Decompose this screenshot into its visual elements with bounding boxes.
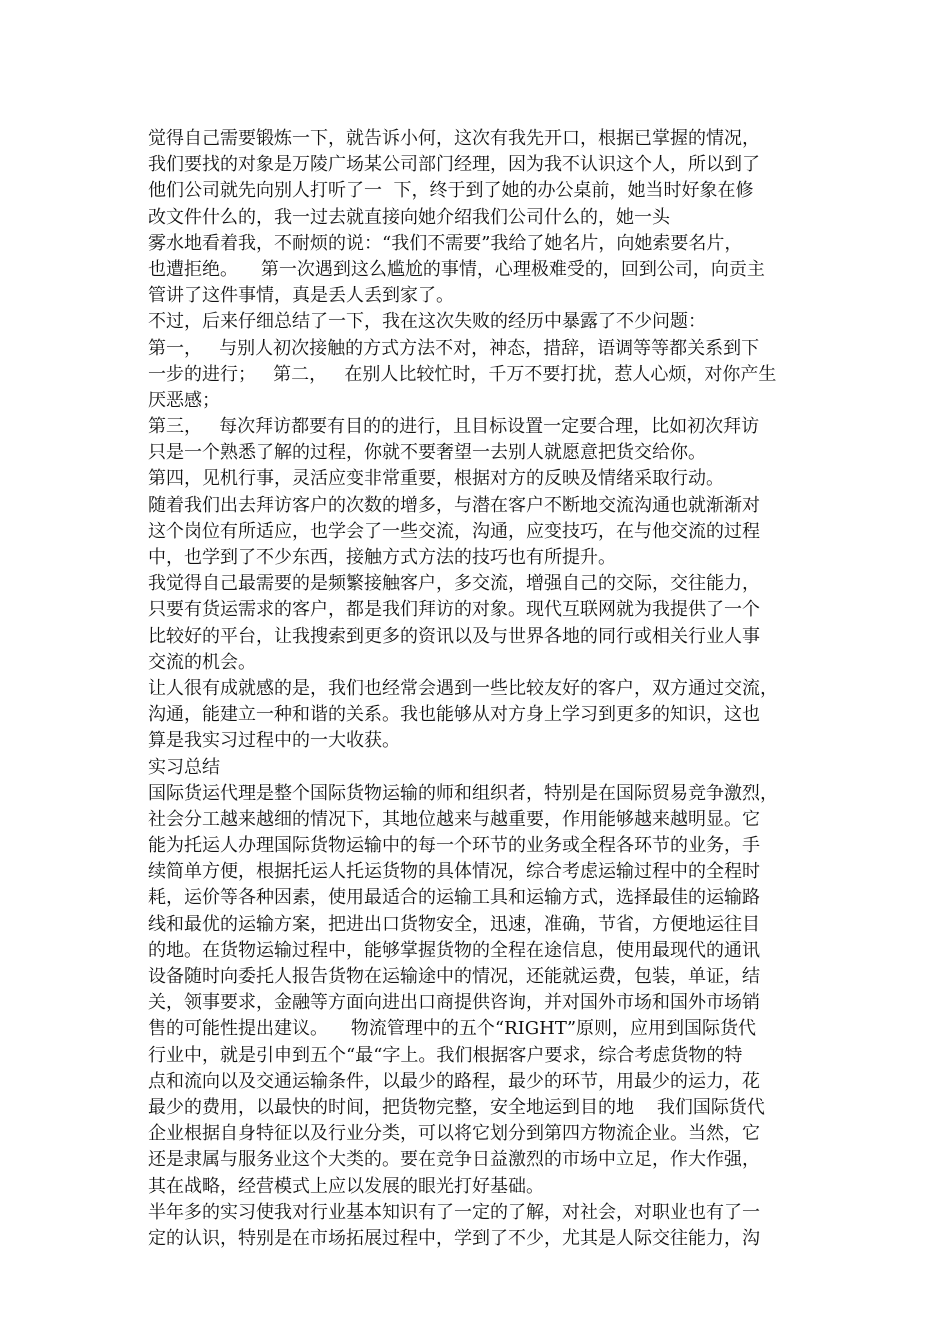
text-line: 实习总结 xyxy=(148,756,220,778)
text-line: 他们公司就先向别人打听了一 下，终于到了她的办公桌前，她当时好象在修 xyxy=(148,180,754,202)
text-line: 改文件什么的，我一过去就直接向她介绍我们公司什么的，她一头 xyxy=(148,206,670,228)
text-line: 随着我们出去拜访客户的次数的增多，与潜在客户不断地交流沟通也就渐渐对 xyxy=(148,494,760,516)
text-line: 我们要找的对象是万陵广场某公司部门经理，因为我不认识这个人，所以到了 xyxy=(148,154,760,176)
text-line: 我觉得自己最需要的是频繁接触客户，多交流，增强自己的交际，交往能力， xyxy=(148,573,760,595)
text-line: 线和最优的运输方案，把进出口货物安全，迅速，准确，节省，方便地运往目 xyxy=(148,913,760,935)
text-line: 一步的进行； 第二， 在别人比较忙时，千万不要打扰，惹人心烦，对你产生 xyxy=(148,363,777,385)
text-line: 比较好的平台，让我搜索到更多的资讯以及与世界各地的同行或相关行业人事 xyxy=(148,625,760,647)
text-line: 不过，后来仔细总结了一下，我在这次失败的经历中暴露了不少问题： xyxy=(148,311,706,333)
text-line: 能为托运人办理国际货物运输中的每一个环节的业务或全程各环节的业务，手 xyxy=(148,835,760,857)
text-line: 的地。在货物运输过程中，能够掌握货物的全程在途信息，使用最现代的通讯 xyxy=(148,939,760,961)
text-line: 国际货运代理是整个国际货物运输的师和组织者，特别是在国际贸易竞争激烈， xyxy=(148,782,778,804)
text-line: 关，领事要求，金融等方面向进出口商提供咨询，并对国外市场和国外市场销 xyxy=(148,992,760,1014)
text-line: 还是隶属与服务业这个大类的。要在竞争日益激烈的市场中立足，作大作强， xyxy=(148,1149,760,1171)
text-line: 半年多的实习使我对行业基本知识有了一定的了解，对社会，对职业也有了一 xyxy=(148,1201,760,1223)
text-line: 耗，运价等各种因素，使用最适合的运输工具和运输方式，选择最佳的运输路 xyxy=(148,887,760,909)
text-line: 厌恶感； xyxy=(148,389,220,411)
text-line: 觉得自己需要锻炼一下，就告诉小何，这次有我先开口，根据已掌握的情况， xyxy=(148,128,760,149)
text-line: 算是我实习过程中的一大收获。 xyxy=(148,730,400,752)
text-line: 行业中，就是引申到五个“最“字上。我们根据客户要求，综合考虑货物的特 xyxy=(148,1044,743,1066)
text-line: 这个岗位有所适应，也学会了一些交流，沟通，应变技巧，在与他交流的过程 xyxy=(148,520,760,542)
text-line: 企业根据自身特征以及行业分类，可以将它划分到第四方物流企业。当然，它 xyxy=(148,1123,760,1145)
text-line: 点和流向以及交通运输条件，以最少的路程，最少的环节，用最少的运力，花 xyxy=(148,1070,760,1092)
document-body xyxy=(148,126,808,1252)
text-line: 管讲了这件事情，真是丢人丢到家了。 xyxy=(148,285,454,307)
text-line: 其在战略，经营模式上应以发展的眼光打好基础。 xyxy=(148,1175,544,1197)
text-line: 雾水地看着我，不耐烦的说：“我们不需要”我给了她名片，向她索要名片， xyxy=(148,232,743,254)
text-line: 第一， 与别人初次接触的方式方法不对，神态，措辞，语调等等都关系到下 xyxy=(148,337,760,359)
text-line: 只要有货运需求的客户，都是我们拜访的对象。现代互联网就为我提供了一个 xyxy=(148,599,760,621)
text-line: 交流的机会。 xyxy=(148,651,256,673)
text-line: 社会分工越来越细的情况下，其地位越来与越重要，作用能够越来越明显。它 xyxy=(148,808,760,830)
text-line: 第四，见机行事，灵活应变非常重要，根据对方的反映及情绪采取行动。 xyxy=(148,468,724,490)
text-line: 续简单方便，根据托运人托运货物的具体情况，综合考虑运输过程中的全程时 xyxy=(148,861,760,883)
text-line: 中，也学到了不少东西，接触方式方法的技巧也有所提升。 xyxy=(148,547,616,568)
text-line: 设备随时向委托人报告货物在运输途中的情况，还能就运费，包装，单证，结 xyxy=(148,966,760,987)
text-line: 售的可能性提出建议。 物流管理中的五个“RIGHT”原则，应用到国际货代 xyxy=(148,1018,757,1040)
text-line: 也遭拒绝。 第一次遇到这么尴尬的事情，心理极难受的，回到公司，向贡主 xyxy=(148,258,765,280)
text-line: 定的认识，特别是在市场拓展过程中，学到了不少，尤其是人际交往能力，沟 xyxy=(148,1227,760,1249)
text-line: 沟通，能建立一种和谐的关系。我也能够从对方身上学习到更多的知识，这也 xyxy=(148,704,760,726)
text-line: 最少的费用，以最快的时间，把货物完整，安全地运到目的地 我们国际货代 xyxy=(148,1096,765,1118)
text-line: 让人很有成就感的是，我们也经常会遇到一些比较友好的客户，双方通过交流， xyxy=(148,677,778,699)
text-line: 只是一个熟悉了解的过程，你就不要奢望一去别人就愿意把货交给你。 xyxy=(148,442,706,464)
text-line: 第三， 每次拜访都要有目的的进行，且目标设置一定要合理，比如初次拜访 xyxy=(148,416,760,438)
